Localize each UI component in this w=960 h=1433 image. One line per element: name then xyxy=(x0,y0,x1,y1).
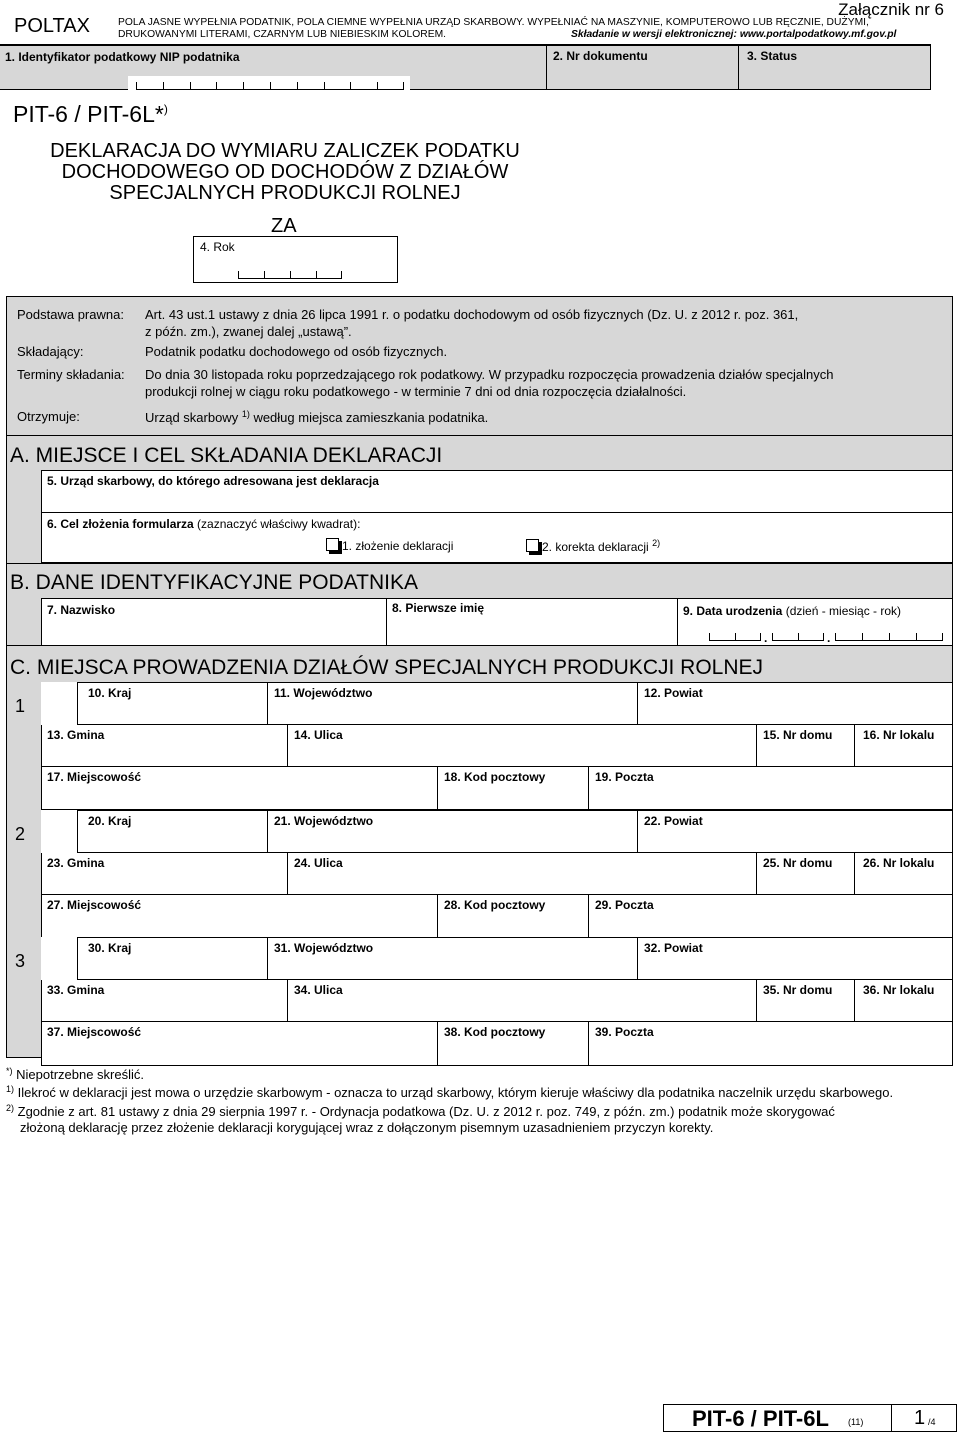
field-postal-code-label: 28. Kod pocztowy xyxy=(444,898,546,912)
field-municipality[interactable] xyxy=(41,980,288,1022)
skladajacy-label: Składający: xyxy=(17,344,84,359)
footer-variant: (11) xyxy=(848,1417,864,1427)
field-country[interactable] xyxy=(77,810,268,853)
footnote-2: $^{2)}$ Zgodnie z art. 81 ustawy z dnia 29 sierpnia 1997 r. - Ordynacja podatkowa (Dz. U. z 2012 r. poz. 749, z późn. zm.) podatnik może skorygować xyxy=(6,1103,835,1120)
field-street[interactable] xyxy=(288,980,757,1022)
field-locality[interactable] xyxy=(41,767,438,810)
field-voivodeship-label: 31. Województwo xyxy=(274,941,374,955)
field-voivodeship[interactable] xyxy=(268,937,638,980)
comb-tick xyxy=(916,633,917,641)
status-field xyxy=(739,44,931,90)
footer-page-box xyxy=(891,1404,957,1432)
field-locality-label: 27. Miejscowość xyxy=(47,898,142,912)
field-post-office[interactable] xyxy=(589,767,953,810)
header-brand: POLTAX xyxy=(14,15,90,37)
comb-tick xyxy=(350,82,351,90)
option-korekta-sup: 2) xyxy=(652,538,661,548)
field-5-tax-office[interactable] xyxy=(41,470,953,513)
terminy-line-1: Do dnia 30 listopada roku poprzedzającego rok podatkowy. W przypadku rozpoczęcia prowadzenia działów specjalnych xyxy=(145,367,834,382)
field-country-label: 30. Kraj xyxy=(88,941,132,955)
field-municipality[interactable] xyxy=(41,725,288,767)
birth-year-comb xyxy=(835,633,943,641)
section-b-title: B. DANE IDENTYFIKACYJNE PODATNIKA xyxy=(10,571,419,594)
field-municipality-label: 23. Gmina xyxy=(47,856,105,870)
field-post-office[interactable] xyxy=(589,1022,953,1066)
field-post-office[interactable] xyxy=(589,895,953,938)
comb-tick xyxy=(324,82,325,90)
form-title-line-2: DOCHODOWEGO OD DOCHODÓW Z DZIAŁÓW xyxy=(61,161,509,183)
year-label: 4. Rok xyxy=(200,240,235,254)
field-7-label: 7. Nazwisko xyxy=(47,603,116,617)
field-house-number[interactable] xyxy=(757,853,855,895)
footer-code-box xyxy=(663,1404,892,1432)
field-municipality[interactable] xyxy=(41,853,288,895)
section-a xyxy=(6,436,953,563)
field-country[interactable] xyxy=(77,937,268,980)
field-locality-label: 17. Miejscowość xyxy=(47,770,142,784)
podstawa-line-1: Art. 43 ust.1 ustawy z dnia 26 lipca 1991 r. o podatku dochodowym od osób fizycznych (Dz. U. z 2012 r. poz. 361, xyxy=(145,307,799,322)
podstawa-label: Podstawa prawna: xyxy=(17,307,124,322)
field-street[interactable] xyxy=(288,853,757,895)
field-house-number[interactable] xyxy=(757,980,855,1022)
top-fields-row xyxy=(0,44,960,90)
info-block xyxy=(6,296,953,436)
otrzymuje-text: Urząd skarbowy $^{1)}$ według miejsca zamieszkania podatnika. xyxy=(145,409,489,426)
section-a-title: A. MIEJSCE I CEL SKŁADANIA DEKLARACJI xyxy=(10,444,443,467)
field-apartment-number-label: 36. Nr lokalu xyxy=(863,983,935,997)
field-postal-code-label: 38. Kod pocztowy xyxy=(444,1025,546,1039)
field-locality-label: 37. Miejscowość xyxy=(47,1025,142,1039)
comb-tick xyxy=(163,82,164,90)
birth-dot-1: . xyxy=(764,631,768,645)
status-label: 3. Status xyxy=(747,49,798,63)
address-block-number: 3 xyxy=(15,951,26,971)
terminy-line-2: produkcji rolnej w ciągu roku podatkowego - w terminie 7 dni od dnia rozpoczęcia działalności. xyxy=(145,384,687,399)
terminy-label: Terminy składania: xyxy=(17,367,125,382)
field-municipality-label: 33. Gmina xyxy=(47,983,105,997)
field-locality[interactable] xyxy=(41,1022,438,1066)
footnote-2-cont: złożoną deklarację przez złożenie deklaracji korygującej wraz z dołączonym pisemnym uzasadnieniem przyczyn korekty. xyxy=(20,1120,714,1135)
field-house-number-label: 35. Nr domu xyxy=(763,983,833,997)
comb-tick xyxy=(243,82,244,90)
form-title-line-1: DEKLARACJA DO WYMIARU ZALICZEK PODATKU xyxy=(50,140,520,162)
field-postal-code[interactable] xyxy=(438,1022,589,1066)
field-street-label: 34. Ulica xyxy=(294,983,343,997)
field-apartment-number[interactable] xyxy=(855,853,953,895)
option-korekta-label: 2. korekta deklaracji xyxy=(542,540,653,554)
field-voivodeship[interactable] xyxy=(268,810,638,853)
document-number-field xyxy=(546,44,739,90)
field-6-label: 6. Cel złożenia formularza (zaznaczyć właściwy kwadrat): xyxy=(47,517,361,531)
birth-month-comb xyxy=(772,633,824,641)
form-title-line-3: SPECJALNYCH PRODUKCJI ROLNEJ xyxy=(109,182,461,204)
field-postal-code[interactable] xyxy=(438,895,589,938)
podstawa-line-2: z późn. zm.), zwanej dalej „ustawą”. xyxy=(145,324,352,339)
field-country[interactable] xyxy=(77,682,268,725)
birth-day-comb xyxy=(709,633,761,641)
section-c-title: C. MIEJSCA PROWADZENIA DZIAŁÓW SPECJALNYCH PRODUKCJI ROLNEJ xyxy=(10,656,764,679)
field-9-birth-date[interactable] xyxy=(678,598,953,646)
comb-tick xyxy=(377,82,378,90)
field-street[interactable] xyxy=(288,725,757,767)
field-6-purpose xyxy=(41,513,953,563)
za-label: ZA xyxy=(271,215,297,237)
form-code-sup: ) xyxy=(163,102,168,117)
otrzymuje-label: Otrzymuje: xyxy=(17,409,80,424)
birth-dot-2: . xyxy=(827,631,831,645)
field-municipality-label: 13. Gmina xyxy=(47,728,105,742)
header-electronic: Składanie w wersji elektronicznej: www.portalpodatkowy.mf.gov.pl xyxy=(571,29,897,40)
field-house-number-label: 25. Nr domu xyxy=(763,856,833,870)
footnote-star: *) Niepotrzebne skreślić. xyxy=(6,1066,144,1083)
year-field[interactable] xyxy=(193,236,398,283)
option-zlozenie[interactable] xyxy=(326,538,453,553)
section-b xyxy=(6,563,953,645)
nip-comb xyxy=(136,82,404,90)
address-block-number: 1 xyxy=(15,696,26,716)
year-comb xyxy=(238,271,342,279)
field-8-first-name[interactable] xyxy=(387,598,678,646)
field-apartment-number-label: 16. Nr lokalu xyxy=(863,728,935,742)
field-postal-code-label: 18. Kod pocztowy xyxy=(444,770,546,784)
field-voivodeship-label: 11. Województwo xyxy=(274,686,373,700)
comb-tick xyxy=(798,633,799,641)
header-instructions-1: POLA JASNE WYPEŁNIA PODATNIK, POLA CIEMNE WYPEŁNIA URZĄD SKARBOWY. WYPEŁNIAĆ NA MASZYNIE, KOMPUTEROWO LUB RĘCZNIE, DUŻYMI, xyxy=(118,17,869,28)
comb-tick xyxy=(889,633,890,641)
comb-tick xyxy=(297,82,298,90)
field-8-label: 8. Pierwsze imię xyxy=(392,601,485,615)
field-7-surname[interactable] xyxy=(41,598,387,646)
field-apartment-number[interactable] xyxy=(855,980,953,1022)
footer-page-number: 1 xyxy=(914,1407,926,1429)
field-post-office-label: 39. Poczta xyxy=(595,1025,654,1039)
field-locality[interactable] xyxy=(41,895,438,938)
field-country-label: 10. Kraj xyxy=(88,686,132,700)
field-street-label: 14. Ulica xyxy=(294,728,343,742)
field-county-label: 12. Powiat xyxy=(644,686,703,700)
field-county[interactable] xyxy=(638,682,953,725)
field-9-label: 9. Data urodzenia (dzień - miesiąc - rok) xyxy=(683,604,902,618)
field-street-label: 24. Ulica xyxy=(294,856,343,870)
address-block-number: 2 xyxy=(15,824,26,844)
comb-tick xyxy=(290,271,291,279)
nip-field[interactable] xyxy=(0,44,546,90)
comb-tick xyxy=(190,82,191,90)
field-house-number-label: 15. Nr domu xyxy=(763,728,833,742)
field-apartment-number[interactable] xyxy=(855,725,953,767)
skladajacy-text: Podatnik podatku dochodowego od osób fizycznych. xyxy=(145,344,448,359)
header-instructions-2: DRUKOWANYMI LITERAMI, CZARNYM LUB NIEBIESKIM KOLOREM. xyxy=(118,29,447,40)
field-county[interactable] xyxy=(638,937,953,980)
footnote-1: $^{1)}$ Ilekroć w deklaracji jest mowa o urzędzie skarbowym - oznacza to urząd skarbowy, którym kieruje właściwy dla podatnika naczelnik urzędu skarbowego. xyxy=(6,1084,894,1101)
section-c xyxy=(6,645,953,1058)
comb-tick xyxy=(216,82,217,90)
field-voivodeship[interactable] xyxy=(268,682,638,725)
field-post-office-label: 29. Poczta xyxy=(595,898,654,912)
option-zlozenie-label: 1. złożenie deklaracji xyxy=(342,539,454,553)
comb-tick xyxy=(735,633,736,641)
field-county-label: 32. Powiat xyxy=(644,941,703,955)
footer-page-total: /4 xyxy=(928,1417,936,1427)
comb-tick xyxy=(862,633,863,641)
form-code-text: PIT-6 / PIT-6L* xyxy=(13,101,164,127)
form-title xyxy=(0,141,570,204)
field-voivodeship-label: 21. Województwo xyxy=(274,814,374,828)
checkbox-korekta[interactable] xyxy=(526,539,539,552)
checkbox-zlozenie[interactable] xyxy=(326,538,339,551)
footer-form-code: PIT-6 / PIT-6L xyxy=(692,1406,829,1431)
field-country-label: 20. Kraj xyxy=(88,814,132,828)
comb-tick xyxy=(316,271,317,279)
field-5-label: 5. Urząd skarbowy, do którego adresowana jest deklaracja xyxy=(47,474,379,488)
field-county[interactable] xyxy=(638,810,953,853)
field-post-office-label: 19. Poczta xyxy=(595,770,654,784)
option-korekta[interactable] xyxy=(526,538,660,554)
nip-label: 1. Identyfikator podatkowy NIP podatnika xyxy=(5,50,240,64)
field-county-label: 22. Powiat xyxy=(644,814,703,828)
comb-tick xyxy=(264,271,265,279)
comb-tick xyxy=(270,82,271,90)
field-house-number[interactable] xyxy=(757,725,855,767)
doc-label: 2. Nr dokumentu xyxy=(553,49,648,63)
field-apartment-number-label: 26. Nr lokalu xyxy=(863,856,935,870)
form-code xyxy=(13,101,168,128)
field-postal-code[interactable] xyxy=(438,767,589,810)
attachment-number: Załącznik nr 6 xyxy=(838,0,944,19)
